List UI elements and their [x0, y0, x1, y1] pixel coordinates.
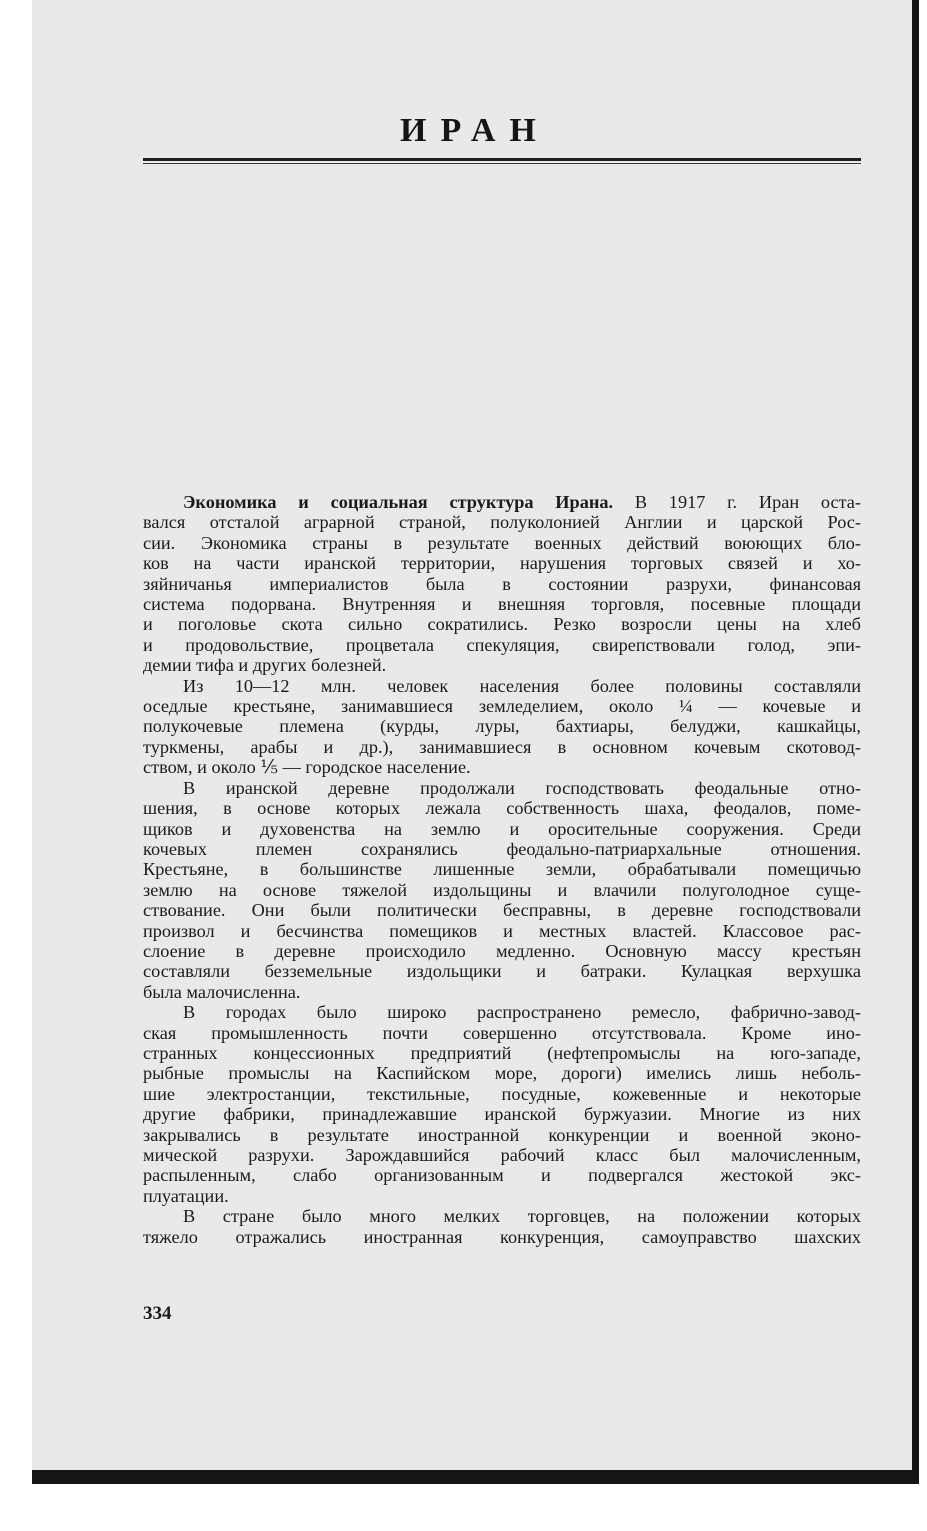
- scan-border-right: [912, 0, 919, 1484]
- scan-border-bottom: [32, 1470, 919, 1484]
- text-line: составляли безземельные издольщики и батраки. Кулацкая верхушка: [143, 961, 861, 982]
- text-line: плуатации.: [143, 1185, 229, 1206]
- text-line: щиков и духовенства на землю и оросительные сооружения. Среди: [143, 818, 861, 839]
- text-line: другие фабрики, принадлежавшие иранской буржуазии. Многие из них: [143, 1104, 861, 1125]
- text-line: и продовольствие, процветала спекуляция, свирепствовали голод, эпи-: [143, 634, 861, 655]
- text-line: система подорвана. Внутренняя и внешняя торговля, посевные площади: [143, 594, 861, 615]
- text-line: кочевых племен сохранялись феодально-патриархальные отношения.: [143, 838, 861, 859]
- text-line: В городах было широко распространено ремесло, фабрично-завод-: [183, 1002, 861, 1023]
- text-line: и поголовье скота сильно сократились. Резко возросли цены на хлеб: [143, 614, 861, 635]
- text-line: странных концессионных предприятий (нефтепромыслы на юго-западе,: [143, 1042, 861, 1063]
- text-line: ством, и около ⅕ — городское население.: [143, 757, 471, 778]
- text-line: шие электростанции, текстильные, посудные, кожевенные и некоторые: [143, 1083, 861, 1104]
- text-line: произвол и бесчинства помещиков и местных властей. Классовое рас-: [143, 920, 861, 941]
- text-line: слоение в деревне происходило медленно. Основную массу крестьян: [143, 940, 861, 961]
- text-line: рыбные промыслы на Каспийском море, дороги) имелись лишь неболь-: [143, 1063, 861, 1084]
- text-line: была малочисленна.: [143, 981, 301, 1002]
- text-line: сии. Экономика страны в результате военных действий воюющих бло-: [143, 532, 861, 553]
- text-line: оседлые крестьяне, занимавшиеся земледелием, около ¼ — кочевые и: [143, 696, 861, 717]
- text-line: Экономика и социальная структура Ирана. В 1917 г. Иран оста-: [183, 492, 862, 512]
- text-line: ская промышленность почти совершенно отсутствовала. Кроме ино-: [143, 1022, 861, 1043]
- page-number: 334: [143, 1303, 172, 1324]
- text-line: землю на основе тяжелой издольщины и влачили полуголодное суще-: [143, 879, 861, 900]
- text-line: полукочевые племена (курды, луры, бахтиары, белуджи, кашкайцы,: [143, 716, 861, 737]
- text-line: распыленным, слабо организованным и подвергался жестокой экс-: [143, 1165, 861, 1186]
- text-line: туркмены, арабы и др.), занимавшиеся в основном кочевым скотовод-: [143, 736, 861, 757]
- title-rule-thin: [143, 163, 861, 164]
- text-line: В иранской деревне продолжали господствовать феодальные отно-: [183, 777, 861, 798]
- text-line: демии тифа и других болезней.: [143, 655, 387, 676]
- text-line: закрывались в результате иностранной конкуренции и военной эконо-: [143, 1124, 861, 1145]
- chapter-title: ИРАН: [400, 112, 550, 149]
- text-line: зяйничанья империалистов была в состоянии разрухи, финансовая: [143, 573, 861, 594]
- text-line: Из 10—12 млн. человек населения более половины составляли: [183, 675, 861, 696]
- section-heading: Экономика и социальная структура Ирана.: [183, 492, 614, 512]
- text-line: В стране было много мелких торговцев, на положении которых: [183, 1206, 861, 1227]
- text-line: ков на части иранской территории, нарушения торговых связей и хо-: [143, 553, 861, 574]
- text-line: тяжело отражались иностранная конкуренция, самоуправство шахских: [143, 1226, 861, 1247]
- text-line: ствование. Они были политически бесправны, в деревне господствовали: [143, 900, 861, 921]
- body-text: [143, 492, 861, 1247]
- title-rule-thick: [143, 158, 861, 161]
- text-line: вался отсталой аграрной страной, полуколонией Англии и царской Рос-: [143, 512, 861, 533]
- text-line: мической разрухи. Зарождавшийся рабочий класс был малочисленным,: [143, 1145, 861, 1165]
- text-line: шения, в основе которых лежала собственность шаха, феодалов, поме-: [143, 798, 861, 819]
- text-line: Крестьяне, в большинстве лишенные земли, обрабатывали помещичью: [143, 859, 861, 880]
